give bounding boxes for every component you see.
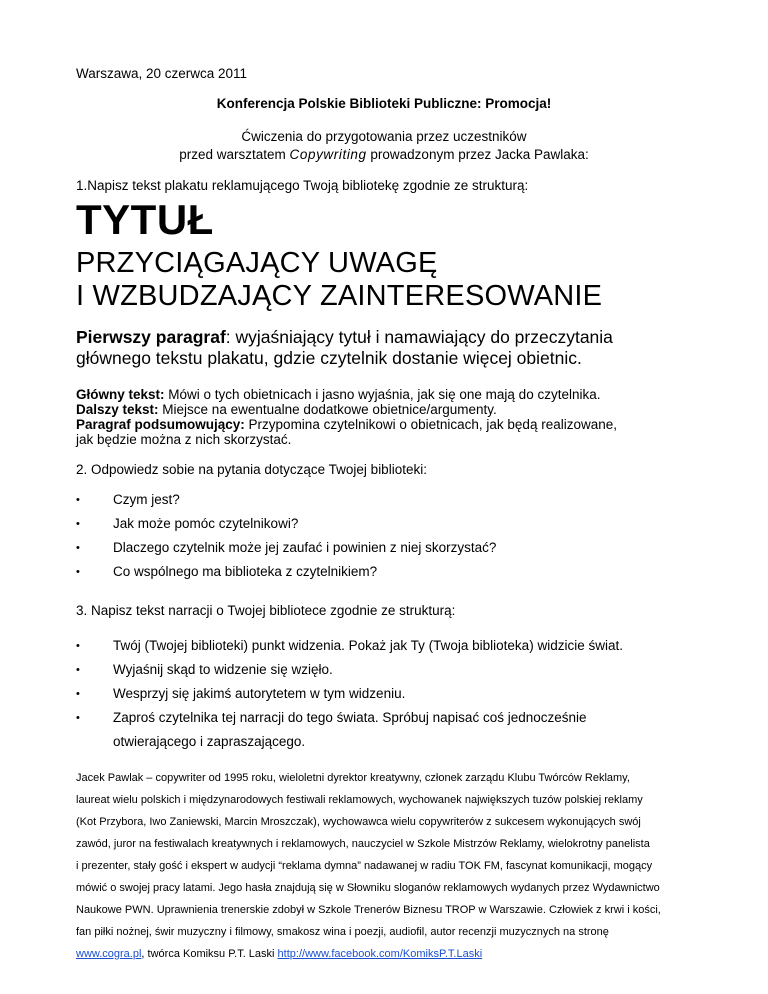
bio-mid-text: , twórca Komiksu P.T. Laski xyxy=(141,948,278,960)
bio-line: Jacek Pawlak – copywriter od 1995 roku, wieloletni dyrektor kreatywny, członek zarządu Klubu Twórców Reklamy, xyxy=(76,772,630,784)
bullet-icon: • xyxy=(76,640,80,652)
further-text-desc: Miejsce na ewentualne dodatkowe obietnice/argumenty. xyxy=(158,402,497,417)
bio-line: i prezenter, stały gość i ekspert w audycji “reklama dymna” nadawanej w radiu TOK FM, fascynat komunikacji, mogący xyxy=(76,860,653,872)
list-item-text: Dlaczego czytelnik może jej zaufać i powinien z niej skorzystać? xyxy=(113,540,497,555)
summary-paragraph-desc: Przypomina czytelnikowi o obietnicach, jak będą realizowane, xyxy=(244,417,617,432)
cogra-link[interactable]: www.cogra.pl xyxy=(76,948,142,960)
list-item-continuation: otwierającego i zapraszającego. xyxy=(113,734,306,749)
intro-line-1: Ćwiczenia do przygotowania przez uczestników xyxy=(241,129,527,144)
summary-paragraph-label: Paragraf podsumowujący: xyxy=(76,417,245,432)
bullet-icon: • xyxy=(76,494,80,506)
bullet-icon: • xyxy=(76,712,80,724)
conference-title: Konferencja Polskie Biblioteki Publiczne: Promocja! xyxy=(216,96,552,111)
further-text-label: Dalszy tekst: xyxy=(76,402,159,417)
task-3-heading: 3. Napisz tekst narracji o Twojej bibliotece zgodnie ze strukturą: xyxy=(76,603,456,618)
bullet-icon: • xyxy=(76,566,80,578)
workshop-name: Copywriting xyxy=(289,147,367,162)
bio-line: mówić o swojej pracy latami. Jego hasła znajdują się w Słowniku sloganów reklamowych wydanych przez Wydawnictwo xyxy=(76,882,660,894)
first-paragraph-text: : wyjaśniający tytuł i namawiający do przeczytania xyxy=(225,327,613,347)
document-date: Warszawa, 20 czerwca 2011 xyxy=(76,66,248,81)
bullet-icon: • xyxy=(76,542,80,554)
list-item-text: Czym jest? xyxy=(113,492,180,507)
list-item-text: Zaproś czytelnika tej narracji do tego świata. Spróbuj napisać coś jednocześnie xyxy=(113,710,587,725)
main-text-label: Główny tekst: xyxy=(76,387,165,402)
task-1-heading: 1.Napisz tekst plakatu reklamującego Twoją bibliotekę zgodnie ze strukturą: xyxy=(76,178,529,193)
list-item-text: Wyjaśnij skąd to widzenie się wzięło. xyxy=(113,662,333,677)
poster-subtitle-line-1: PRZYCIĄGAJĄCY UWAGĘ xyxy=(76,247,438,279)
intro-line-2-end: prowadzonym przez Jacka Pawlaka: xyxy=(366,147,589,162)
bio-line: Naukowe PWN. Uprawnienia trenerskie zdobył w Szkole Trenerów Biznesu TROP w Warszawie. Człowiek z krwi i kości, xyxy=(76,904,661,916)
list-item-text: Co wspólnego ma biblioteka z czytelnikiem? xyxy=(113,564,378,579)
bullet-icon: • xyxy=(76,518,80,530)
poster-title-example: TYTUŁ xyxy=(76,196,214,243)
first-paragraph-label: Pierwszy paragraf xyxy=(76,327,226,347)
facebook-link[interactable]: http://www.facebook.com/KomiksP.T.Laski xyxy=(277,948,483,960)
bio-line-links xyxy=(76,947,482,962)
list-item-text: Wesprzyj się jakimś autorytetem w tym widzeniu. xyxy=(113,686,406,701)
list-item-text: Twój (Twojej biblioteki) punkt widzenia. Pokaż jak Ty (Twoja biblioteka) widzicie świat. xyxy=(113,638,623,653)
bio-line: (Kot Przybora, Iwo Zaniewski, Marcin Mroszczak), wychowawca wielu copywriterów z sukcesem wykonujących swój xyxy=(76,816,641,828)
bio-line: zawód, juror na festiwalach kreatywnych i reklamowych, nauczyciel w Szkole Mistrzów Reklamy, wielokrotny panelista xyxy=(76,838,650,850)
summary-paragraph-line xyxy=(76,417,617,432)
first-paragraph-line-2: głównego tekstu plakatu, gdzie czytelnik dostanie więcej obietnic. xyxy=(76,348,582,368)
task-2-heading: 2. Odpowiedz sobie na pytania dotyczące Twojej biblioteki: xyxy=(76,462,427,477)
bullet-icon: • xyxy=(76,664,80,676)
main-text-line xyxy=(76,387,600,402)
first-paragraph-line-1 xyxy=(76,327,613,348)
intro-line-2-start: przed warsztatem xyxy=(179,147,290,162)
poster-subtitle-line-2: I WZBUDZAJĄCY ZAINTERESOWANIE xyxy=(76,280,603,312)
bullet-icon: • xyxy=(76,688,80,700)
bio-line: fan piłki nożnej, świr muzyczny i filmowy, smakosz wina i poezji, audiofil, autor recenzji muzycznych na stronę xyxy=(76,926,609,938)
bio-line: laureat wielu polskich i międzynarodowych festiwali reklamowych, wychowanek największych tuzów polskiej reklamy xyxy=(76,794,643,806)
list-item-text: Jak może pomóc czytelnikowi? xyxy=(113,516,299,531)
summary-paragraph-line-2: jak będzie można z nich skorzystać. xyxy=(76,432,292,447)
main-text-desc: Mówi o tych obietnicach i jasno wyjaśnia, jak się one mają do czytelnika. xyxy=(164,387,601,402)
further-text-line xyxy=(76,402,497,417)
intro-line-2 xyxy=(76,147,692,162)
